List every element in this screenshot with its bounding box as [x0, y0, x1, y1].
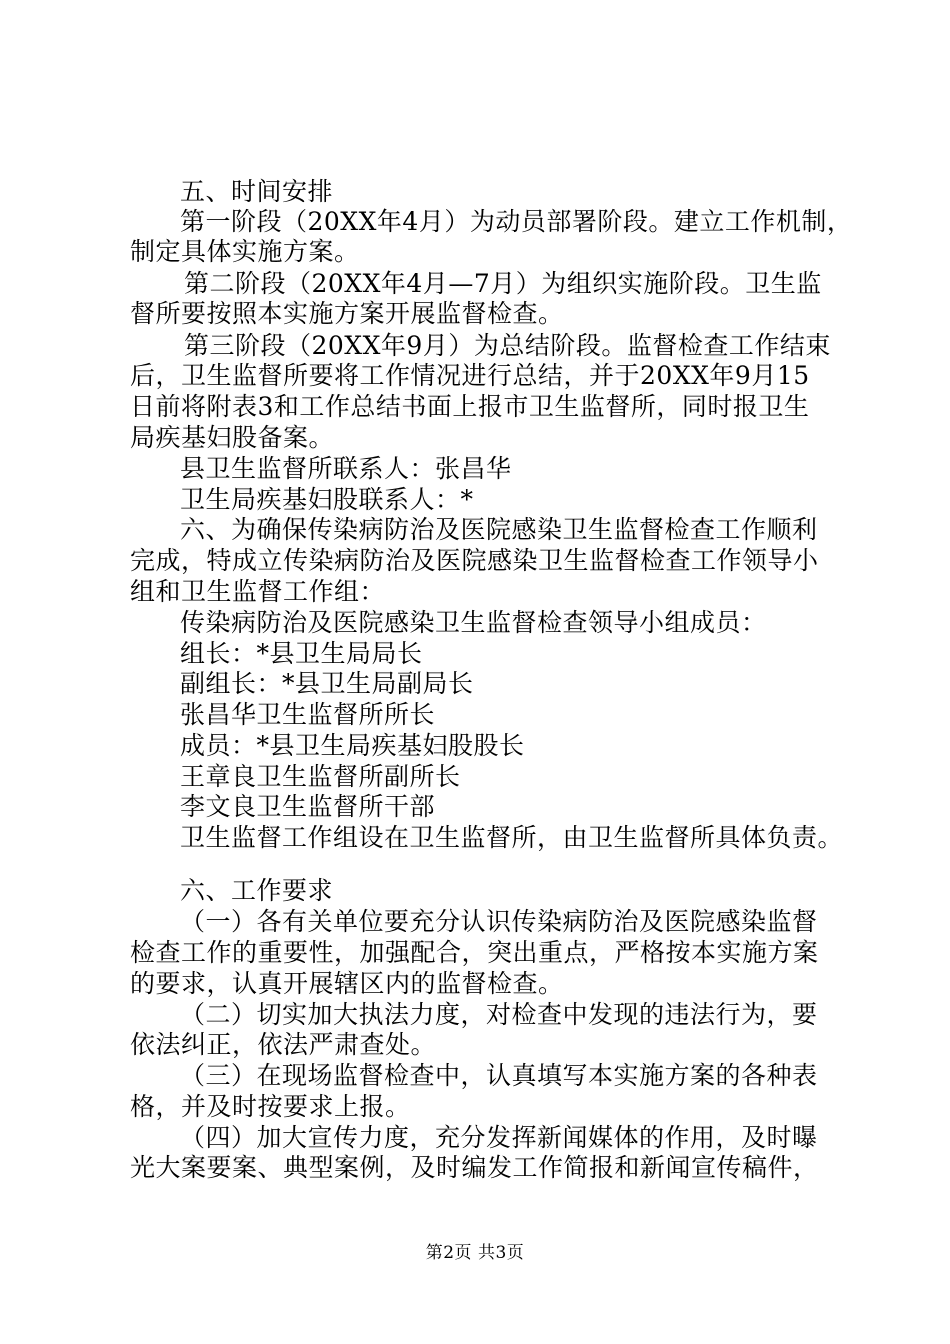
paragraph-line: 的要求，认真开展辖区内的监督检查。: [130, 969, 564, 998]
member-line: 张昌华卫生监督所所长: [180, 700, 436, 729]
page-number-footer: 第2页 共3页: [425, 1243, 525, 1263]
member-line: 副组长：*县卫生局副局长: [180, 669, 474, 698]
member-line: 王章良卫生监督所副所长: [180, 762, 461, 791]
paragraph-line: 督所要按照本实施方案开展监督检查。: [130, 299, 564, 328]
paragraph-line: 依法纠正，依法严肃查处。: [130, 1030, 437, 1059]
paragraph-line: 第二阶段（20XX年4月—7月）为组织实施阶段。卫生监: [184, 269, 822, 298]
paragraph-line: （三）在现场监督检查中，认真填写本实施方案的各种表: [180, 1061, 818, 1090]
member-line: 李文良卫生监督所干部: [180, 792, 436, 821]
paragraph-line: 局疾基妇股备案。: [130, 423, 335, 452]
paragraph-line: 日前将附表3和工作总结书面上报市卫生监督所，同时报卫生: [130, 392, 810, 421]
contact-line: 县卫生监督所联系人：张昌华: [180, 454, 512, 483]
paragraph-line: 传染病防治及医院感染卫生监督检查领导小组成员：: [180, 608, 767, 637]
paragraph-line: 卫生监督工作组设在卫生监督所，由卫生监督所具体负责。: [180, 823, 844, 852]
paragraph-line: 完成，特成立传染病防治及医院感染卫生监督检查工作领导小: [130, 546, 819, 575]
contact-line: 卫生局疾基妇股联系人：*: [180, 485, 474, 514]
paragraph-line: （二）切实加大执法力度，对检查中发现的违法行为，要: [180, 1000, 818, 1029]
paragraph-line: 组和卫生监督工作组：: [130, 577, 386, 606]
paragraph-line: 检查工作的重要性，加强配合，突出重点，严格按本实施方案: [130, 938, 819, 967]
paragraph-line: 制定具体实施方案。: [130, 237, 360, 266]
section-heading-requirements: 六、工作要求: [180, 876, 334, 905]
section-heading-leadership: 六、为确保传染病防治及医院感染卫生监督检查工作顺利: [180, 515, 818, 544]
member-line: 成员：*县卫生局疾基妇股股长: [180, 731, 525, 760]
paragraph-line: （四）加大宣传力度，充分发挥新闻媒体的作用，及时曝: [180, 1123, 818, 1152]
paragraph-line: （一）各有关单位要充分认识传染病防治及医院感染监督: [180, 907, 818, 936]
paragraph-line: 第三阶段（20XX年9月）为总结阶段。监督检查工作结束: [184, 331, 831, 360]
member-line: 组长：*县卫生局局长: [180, 639, 423, 668]
paragraph-line: 光大案要案、典型案例，及时编发工作简报和新闻宣传稿件，: [130, 1153, 819, 1182]
paragraph-line: 后，卫生监督所要将工作情况进行总结，并于20XX年9月15: [130, 361, 810, 390]
section-heading-schedule: 五、时间安排: [180, 177, 334, 206]
paragraph-line: 第一阶段（20XX年4月）为动员部署阶段。建立工作机制，: [180, 207, 853, 236]
paragraph-line: 格，并及时按要求上报。: [130, 1092, 411, 1121]
